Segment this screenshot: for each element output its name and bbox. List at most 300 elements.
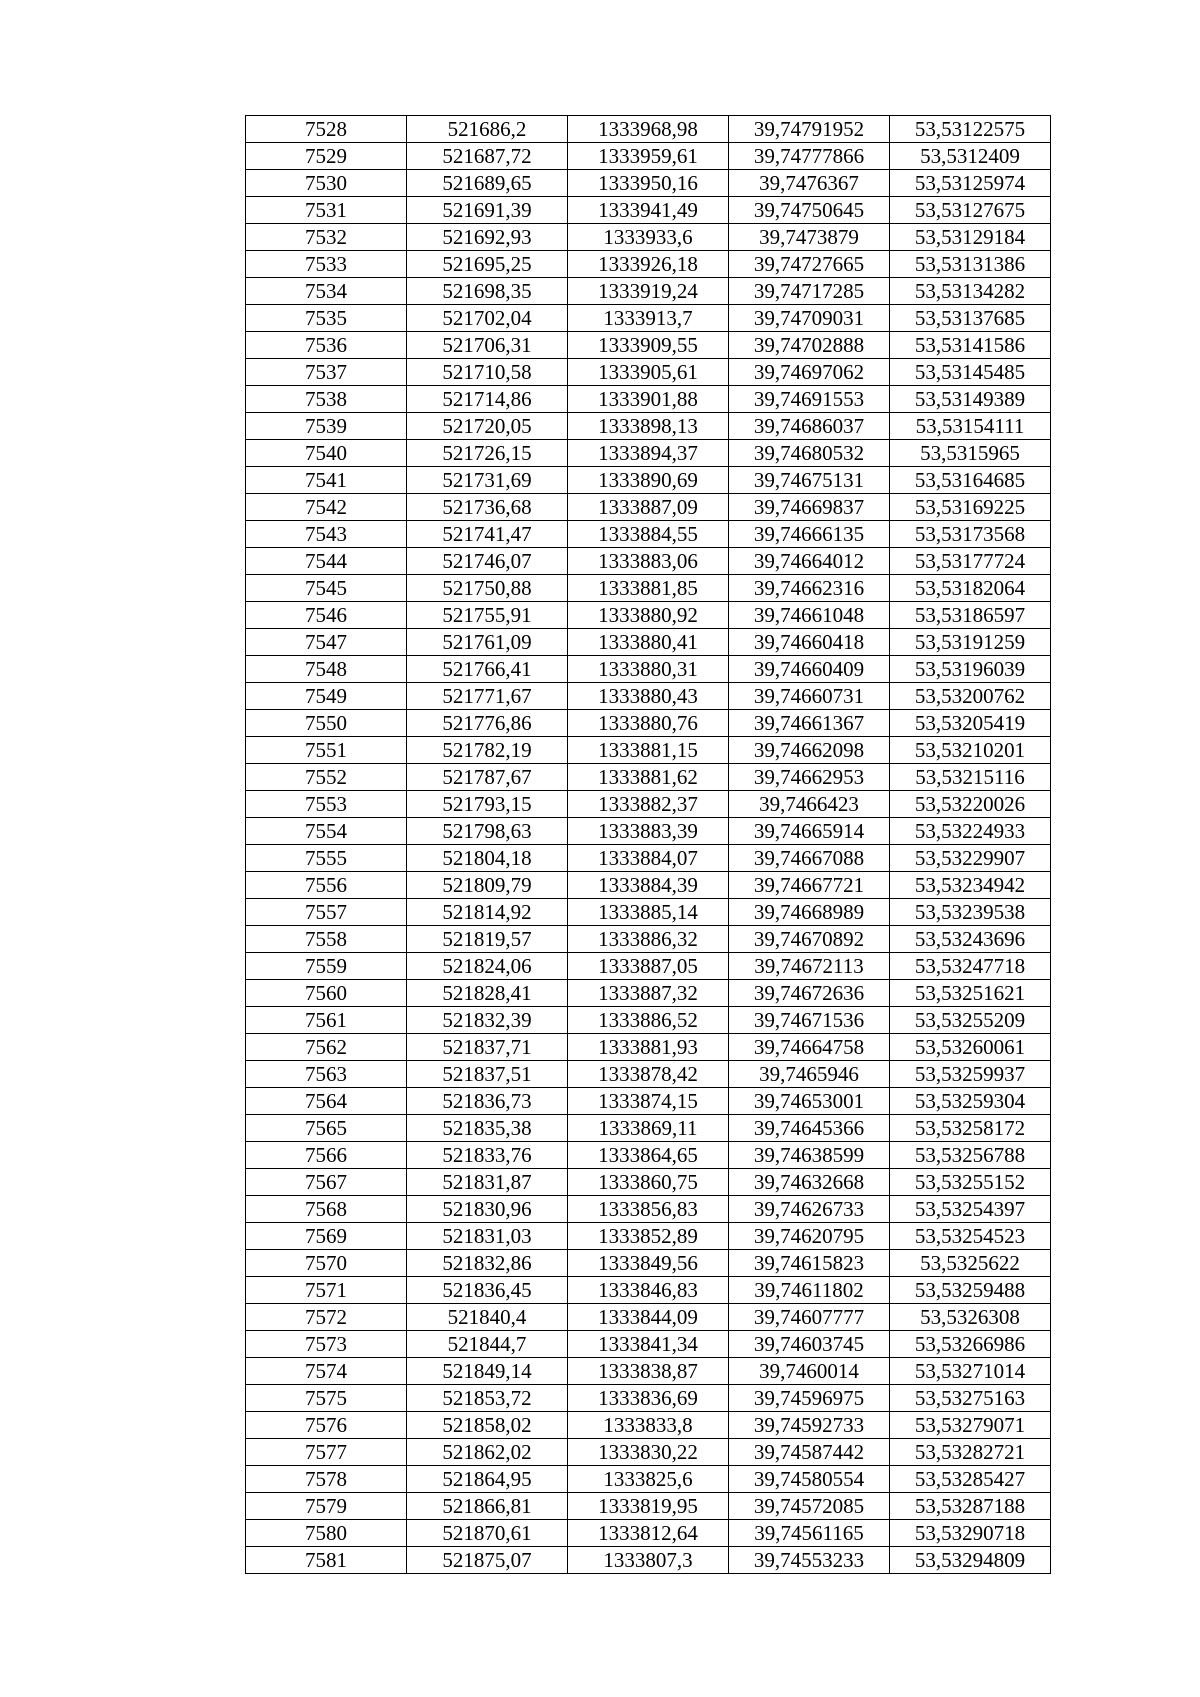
coord-x-cell: 521761,09 [407, 629, 568, 656]
table-row [246, 764, 1051, 791]
point-number-cell: 7540 [246, 440, 407, 467]
latitude-cell: 53,53254523 [890, 1223, 1051, 1250]
coord-x-cell: 521736,68 [407, 494, 568, 521]
table-row [246, 440, 1051, 467]
longitude-cell: 39,74660409 [729, 656, 890, 683]
coord-x-cell: 521798,63 [407, 818, 568, 845]
coord-x-cell: 521702,04 [407, 305, 568, 332]
coord-y-cell: 1333919,24 [568, 278, 729, 305]
table-row [246, 251, 1051, 278]
point-number-cell: 7564 [246, 1088, 407, 1115]
latitude-cell: 53,53258172 [890, 1115, 1051, 1142]
coord-x-cell: 521836,73 [407, 1088, 568, 1115]
coord-y-cell: 1333833,8 [568, 1412, 729, 1439]
table-row [246, 791, 1051, 818]
coord-y-cell: 1333887,05 [568, 953, 729, 980]
point-number-cell: 7556 [246, 872, 407, 899]
coord-x-cell: 521746,07 [407, 548, 568, 575]
latitude-cell: 53,53196039 [890, 656, 1051, 683]
coord-x-cell: 521831,03 [407, 1223, 568, 1250]
latitude-cell: 53,53229907 [890, 845, 1051, 872]
coord-x-cell: 521787,67 [407, 764, 568, 791]
coord-x-cell: 521864,95 [407, 1466, 568, 1493]
coord-x-cell: 521833,76 [407, 1142, 568, 1169]
latitude-cell: 53,53294809 [890, 1547, 1051, 1574]
point-number-cell: 7551 [246, 737, 407, 764]
longitude-cell: 39,74626733 [729, 1196, 890, 1223]
coord-x-cell: 521832,86 [407, 1250, 568, 1277]
table-row [246, 1088, 1051, 1115]
longitude-cell: 39,74662316 [729, 575, 890, 602]
table-row [246, 1142, 1051, 1169]
latitude-cell: 53,53127675 [890, 197, 1051, 224]
coord-y-cell: 1333968,98 [568, 116, 729, 143]
coord-x-cell: 521814,92 [407, 899, 568, 926]
longitude-cell: 39,74686037 [729, 413, 890, 440]
longitude-cell: 39,74669837 [729, 494, 890, 521]
latitude-cell: 53,53182064 [890, 575, 1051, 602]
coord-y-cell: 1333894,37 [568, 440, 729, 467]
table-row [246, 899, 1051, 926]
coord-y-cell: 1333885,14 [568, 899, 729, 926]
coord-y-cell: 1333838,87 [568, 1358, 729, 1385]
coord-x-cell: 521741,47 [407, 521, 568, 548]
latitude-cell: 53,53220026 [890, 791, 1051, 818]
latitude-cell: 53,53285427 [890, 1466, 1051, 1493]
longitude-cell: 39,74580554 [729, 1466, 890, 1493]
table-row [246, 1304, 1051, 1331]
point-number-cell: 7558 [246, 926, 407, 953]
longitude-cell: 39,74638599 [729, 1142, 890, 1169]
latitude-cell: 53,53149389 [890, 386, 1051, 413]
latitude-cell: 53,53173568 [890, 521, 1051, 548]
latitude-cell: 53,53254397 [890, 1196, 1051, 1223]
coord-x-cell: 521858,02 [407, 1412, 568, 1439]
latitude-cell: 53,53287188 [890, 1493, 1051, 1520]
coord-x-cell: 521809,79 [407, 872, 568, 899]
table-row [246, 143, 1051, 170]
point-number-cell: 7552 [246, 764, 407, 791]
table-row [246, 1412, 1051, 1439]
coord-y-cell: 1333841,34 [568, 1331, 729, 1358]
point-number-cell: 7578 [246, 1466, 407, 1493]
coord-y-cell: 1333878,42 [568, 1061, 729, 1088]
point-number-cell: 7576 [246, 1412, 407, 1439]
point-number-cell: 7560 [246, 980, 407, 1007]
longitude-cell: 39,74664012 [729, 548, 890, 575]
longitude-cell: 39,74672113 [729, 953, 890, 980]
latitude-cell: 53,53125974 [890, 170, 1051, 197]
latitude-cell: 53,53255152 [890, 1169, 1051, 1196]
point-number-cell: 7574 [246, 1358, 407, 1385]
longitude-cell: 39,74670892 [729, 926, 890, 953]
longitude-cell: 39,7476367 [729, 170, 890, 197]
table-row [246, 197, 1051, 224]
table-row [246, 575, 1051, 602]
point-number-cell: 7534 [246, 278, 407, 305]
table-row [246, 548, 1051, 575]
latitude-cell: 53,53191259 [890, 629, 1051, 656]
coord-y-cell: 1333887,09 [568, 494, 729, 521]
table-row [246, 1034, 1051, 1061]
point-number-cell: 7568 [246, 1196, 407, 1223]
latitude-cell: 53,53255209 [890, 1007, 1051, 1034]
longitude-cell: 39,74615823 [729, 1250, 890, 1277]
point-number-cell: 7541 [246, 467, 407, 494]
longitude-cell: 39,74697062 [729, 359, 890, 386]
table-row [246, 1277, 1051, 1304]
longitude-cell: 39,74603745 [729, 1331, 890, 1358]
longitude-cell: 39,74660731 [729, 683, 890, 710]
latitude-cell: 53,53266986 [890, 1331, 1051, 1358]
coord-x-cell: 521695,25 [407, 251, 568, 278]
latitude-cell: 53,53260061 [890, 1034, 1051, 1061]
table-row [246, 1196, 1051, 1223]
coord-x-cell: 521687,72 [407, 143, 568, 170]
table-row [246, 359, 1051, 386]
point-number-cell: 7533 [246, 251, 407, 278]
point-number-cell: 7542 [246, 494, 407, 521]
longitude-cell: 39,74709031 [729, 305, 890, 332]
table-row [246, 602, 1051, 629]
coord-y-cell: 1333852,89 [568, 1223, 729, 1250]
latitude-cell: 53,53210201 [890, 737, 1051, 764]
point-number-cell: 7555 [246, 845, 407, 872]
coord-y-cell: 1333883,39 [568, 818, 729, 845]
table-row [246, 710, 1051, 737]
coord-x-cell: 521844,7 [407, 1331, 568, 1358]
longitude-cell: 39,74666135 [729, 521, 890, 548]
coord-y-cell: 1333881,85 [568, 575, 729, 602]
point-number-cell: 7545 [246, 575, 407, 602]
coord-y-cell: 1333880,76 [568, 710, 729, 737]
coord-x-cell: 521720,05 [407, 413, 568, 440]
point-number-cell: 7549 [246, 683, 407, 710]
point-number-cell: 7537 [246, 359, 407, 386]
latitude-cell: 53,53279071 [890, 1412, 1051, 1439]
coord-y-cell: 1333880,31 [568, 656, 729, 683]
latitude-cell: 53,53234942 [890, 872, 1051, 899]
longitude-cell: 39,74672636 [729, 980, 890, 1007]
table-row [246, 818, 1051, 845]
coord-y-cell: 1333905,61 [568, 359, 729, 386]
coord-y-cell: 1333860,75 [568, 1169, 729, 1196]
point-number-cell: 7581 [246, 1547, 407, 1574]
point-number-cell: 7535 [246, 305, 407, 332]
longitude-cell: 39,74667088 [729, 845, 890, 872]
point-number-cell: 7579 [246, 1493, 407, 1520]
latitude-cell: 53,53259488 [890, 1277, 1051, 1304]
table-row [246, 278, 1051, 305]
coord-x-cell: 521710,58 [407, 359, 568, 386]
table-row [246, 170, 1051, 197]
coord-x-cell: 521731,69 [407, 467, 568, 494]
table-row [246, 926, 1051, 953]
coord-y-cell: 1333869,11 [568, 1115, 729, 1142]
coord-x-cell: 521782,19 [407, 737, 568, 764]
latitude-cell: 53,5325622 [890, 1250, 1051, 1277]
point-number-cell: 7531 [246, 197, 407, 224]
table-row [246, 980, 1051, 1007]
point-number-cell: 7566 [246, 1142, 407, 1169]
coord-y-cell: 1333884,07 [568, 845, 729, 872]
coord-x-cell: 521698,35 [407, 278, 568, 305]
longitude-cell: 39,74777866 [729, 143, 890, 170]
longitude-cell: 39,74750645 [729, 197, 890, 224]
coord-y-cell: 1333886,32 [568, 926, 729, 953]
coord-x-cell: 521862,02 [407, 1439, 568, 1466]
coord-x-cell: 521866,81 [407, 1493, 568, 1520]
longitude-cell: 39,7460014 [729, 1358, 890, 1385]
latitude-cell: 53,53200762 [890, 683, 1051, 710]
coord-y-cell: 1333890,69 [568, 467, 729, 494]
point-number-cell: 7569 [246, 1223, 407, 1250]
latitude-cell: 53,53205419 [890, 710, 1051, 737]
coord-x-cell: 521836,45 [407, 1277, 568, 1304]
latitude-cell: 53,53259937 [890, 1061, 1051, 1088]
coord-x-cell: 521837,51 [407, 1061, 568, 1088]
coord-y-cell: 1333830,22 [568, 1439, 729, 1466]
coord-x-cell: 521831,87 [407, 1169, 568, 1196]
longitude-cell: 39,74653001 [729, 1088, 890, 1115]
table-row [246, 1439, 1051, 1466]
latitude-cell: 53,5312409 [890, 143, 1051, 170]
coord-x-cell: 521706,31 [407, 332, 568, 359]
coord-x-cell: 521771,67 [407, 683, 568, 710]
table-row [246, 1115, 1051, 1142]
table-row [246, 305, 1051, 332]
coord-y-cell: 1333874,15 [568, 1088, 729, 1115]
coord-y-cell: 1333825,6 [568, 1466, 729, 1493]
point-number-cell: 7577 [246, 1439, 407, 1466]
point-number-cell: 7570 [246, 1250, 407, 1277]
coord-x-cell: 521766,41 [407, 656, 568, 683]
table-row [246, 1331, 1051, 1358]
table-row [246, 224, 1051, 251]
table-row [246, 494, 1051, 521]
latitude-cell: 53,53164685 [890, 467, 1051, 494]
longitude-cell: 39,74620795 [729, 1223, 890, 1250]
coord-x-cell: 521691,39 [407, 197, 568, 224]
coord-x-cell: 521870,61 [407, 1520, 568, 1547]
coord-x-cell: 521824,06 [407, 953, 568, 980]
coord-y-cell: 1333933,6 [568, 224, 729, 251]
point-number-cell: 7532 [246, 224, 407, 251]
longitude-cell: 39,74727665 [729, 251, 890, 278]
coord-x-cell: 521726,15 [407, 440, 568, 467]
latitude-cell: 53,53186597 [890, 602, 1051, 629]
latitude-cell: 53,53215116 [890, 764, 1051, 791]
longitude-cell: 39,74661048 [729, 602, 890, 629]
latitude-cell: 53,53271014 [890, 1358, 1051, 1385]
longitude-cell: 39,74717285 [729, 278, 890, 305]
longitude-cell: 39,74662098 [729, 737, 890, 764]
coord-y-cell: 1333807,3 [568, 1547, 729, 1574]
longitude-cell: 39,74611802 [729, 1277, 890, 1304]
latitude-cell: 53,53169225 [890, 494, 1051, 521]
table-row [246, 1169, 1051, 1196]
coord-x-cell: 521832,39 [407, 1007, 568, 1034]
point-number-cell: 7547 [246, 629, 407, 656]
latitude-cell: 53,53282721 [890, 1439, 1051, 1466]
latitude-cell: 53,53154111 [890, 413, 1051, 440]
latitude-cell: 53,53131386 [890, 251, 1051, 278]
table-row [246, 1385, 1051, 1412]
coord-y-cell: 1333884,55 [568, 521, 729, 548]
longitude-cell: 39,7465946 [729, 1061, 890, 1088]
longitude-cell: 39,74660418 [729, 629, 890, 656]
coord-x-cell: 521830,96 [407, 1196, 568, 1223]
longitude-cell: 39,74667721 [729, 872, 890, 899]
longitude-cell: 39,74587442 [729, 1439, 890, 1466]
table-row [246, 872, 1051, 899]
coord-x-cell: 521840,4 [407, 1304, 568, 1331]
longitude-cell: 39,74572085 [729, 1493, 890, 1520]
table-row [246, 656, 1051, 683]
coord-y-cell: 1333812,64 [568, 1520, 729, 1547]
point-number-cell: 7557 [246, 899, 407, 926]
coord-y-cell: 1333880,92 [568, 602, 729, 629]
table-row [246, 629, 1051, 656]
longitude-cell: 39,74561165 [729, 1520, 890, 1547]
longitude-cell: 39,74553233 [729, 1547, 890, 1574]
table-row [246, 737, 1051, 764]
point-number-cell: 7529 [246, 143, 407, 170]
longitude-cell: 39,74645366 [729, 1115, 890, 1142]
table-row [246, 953, 1051, 980]
coordinates-table [245, 115, 1051, 1574]
coord-x-cell: 521776,86 [407, 710, 568, 737]
longitude-cell: 39,74675131 [729, 467, 890, 494]
latitude-cell: 53,53137685 [890, 305, 1051, 332]
table-row [246, 1250, 1051, 1277]
coord-y-cell: 1333881,93 [568, 1034, 729, 1061]
table-row [246, 1520, 1051, 1547]
coord-x-cell: 521849,14 [407, 1358, 568, 1385]
table-row [246, 1061, 1051, 1088]
coord-x-cell: 521875,07 [407, 1547, 568, 1574]
coord-x-cell: 521828,41 [407, 980, 568, 1007]
coord-y-cell: 1333959,61 [568, 143, 729, 170]
longitude-cell: 39,74702888 [729, 332, 890, 359]
coord-y-cell: 1333880,43 [568, 683, 729, 710]
point-number-cell: 7544 [246, 548, 407, 575]
point-number-cell: 7530 [246, 170, 407, 197]
longitude-cell: 39,74680532 [729, 440, 890, 467]
table-row [246, 467, 1051, 494]
coord-y-cell: 1333881,62 [568, 764, 729, 791]
coord-y-cell: 1333819,95 [568, 1493, 729, 1520]
coord-y-cell: 1333880,41 [568, 629, 729, 656]
coord-x-cell: 521755,91 [407, 602, 568, 629]
table-row [246, 1358, 1051, 1385]
point-number-cell: 7543 [246, 521, 407, 548]
table-row [246, 1493, 1051, 1520]
longitude-cell: 39,74668989 [729, 899, 890, 926]
longitude-cell: 39,74592733 [729, 1412, 890, 1439]
coord-x-cell: 521837,71 [407, 1034, 568, 1061]
longitude-cell: 39,7466423 [729, 791, 890, 818]
latitude-cell: 53,53275163 [890, 1385, 1051, 1412]
coord-y-cell: 1333881,15 [568, 737, 729, 764]
coord-y-cell: 1333884,39 [568, 872, 729, 899]
latitude-cell: 53,53259304 [890, 1088, 1051, 1115]
point-number-cell: 7536 [246, 332, 407, 359]
point-number-cell: 7565 [246, 1115, 407, 1142]
coord-x-cell: 521750,88 [407, 575, 568, 602]
table-row [246, 332, 1051, 359]
latitude-cell: 53,53256788 [890, 1142, 1051, 1169]
longitude-cell: 39,74671536 [729, 1007, 890, 1034]
latitude-cell: 53,53247718 [890, 953, 1051, 980]
point-number-cell: 7562 [246, 1034, 407, 1061]
latitude-cell: 53,53290718 [890, 1520, 1051, 1547]
point-number-cell: 7572 [246, 1304, 407, 1331]
coord-y-cell: 1333901,88 [568, 386, 729, 413]
longitude-cell: 39,74664758 [729, 1034, 890, 1061]
point-number-cell: 7571 [246, 1277, 407, 1304]
coord-y-cell: 1333898,13 [568, 413, 729, 440]
point-number-cell: 7548 [246, 656, 407, 683]
table-row [246, 845, 1051, 872]
table-row [246, 1547, 1051, 1574]
point-number-cell: 7575 [246, 1385, 407, 1412]
point-number-cell: 7546 [246, 602, 407, 629]
longitude-cell: 39,74596975 [729, 1385, 890, 1412]
coord-x-cell: 521835,38 [407, 1115, 568, 1142]
longitude-cell: 39,74607777 [729, 1304, 890, 1331]
point-number-cell: 7539 [246, 413, 407, 440]
point-number-cell: 7580 [246, 1520, 407, 1547]
coord-y-cell: 1333882,37 [568, 791, 729, 818]
coord-x-cell: 521689,65 [407, 170, 568, 197]
point-number-cell: 7550 [246, 710, 407, 737]
coord-x-cell: 521819,57 [407, 926, 568, 953]
latitude-cell: 53,5315965 [890, 440, 1051, 467]
longitude-cell: 39,74691553 [729, 386, 890, 413]
coord-x-cell: 521692,93 [407, 224, 568, 251]
coord-y-cell: 1333926,18 [568, 251, 729, 278]
coord-x-cell: 521853,72 [407, 1385, 568, 1412]
longitude-cell: 39,74662953 [729, 764, 890, 791]
coord-y-cell: 1333941,49 [568, 197, 729, 224]
coord-y-cell: 1333887,32 [568, 980, 729, 1007]
coord-y-cell: 1333883,06 [568, 548, 729, 575]
longitude-cell: 39,74661367 [729, 710, 890, 737]
latitude-cell: 53,53239538 [890, 899, 1051, 926]
point-number-cell: 7561 [246, 1007, 407, 1034]
table-row [246, 1466, 1051, 1493]
coord-y-cell: 1333844,09 [568, 1304, 729, 1331]
longitude-cell: 39,74632668 [729, 1169, 890, 1196]
latitude-cell: 53,53141586 [890, 332, 1051, 359]
latitude-cell: 53,5326308 [890, 1304, 1051, 1331]
latitude-cell: 53,53145485 [890, 359, 1051, 386]
table-row [246, 1007, 1051, 1034]
latitude-cell: 53,53177724 [890, 548, 1051, 575]
table-row [246, 116, 1051, 143]
point-number-cell: 7567 [246, 1169, 407, 1196]
coord-x-cell: 521804,18 [407, 845, 568, 872]
table-row [246, 683, 1051, 710]
coord-y-cell: 1333950,16 [568, 170, 729, 197]
latitude-cell: 53,53243696 [890, 926, 1051, 953]
point-number-cell: 7573 [246, 1331, 407, 1358]
point-number-cell: 7528 [246, 116, 407, 143]
point-number-cell: 7563 [246, 1061, 407, 1088]
latitude-cell: 53,53251621 [890, 980, 1051, 1007]
point-number-cell: 7559 [246, 953, 407, 980]
